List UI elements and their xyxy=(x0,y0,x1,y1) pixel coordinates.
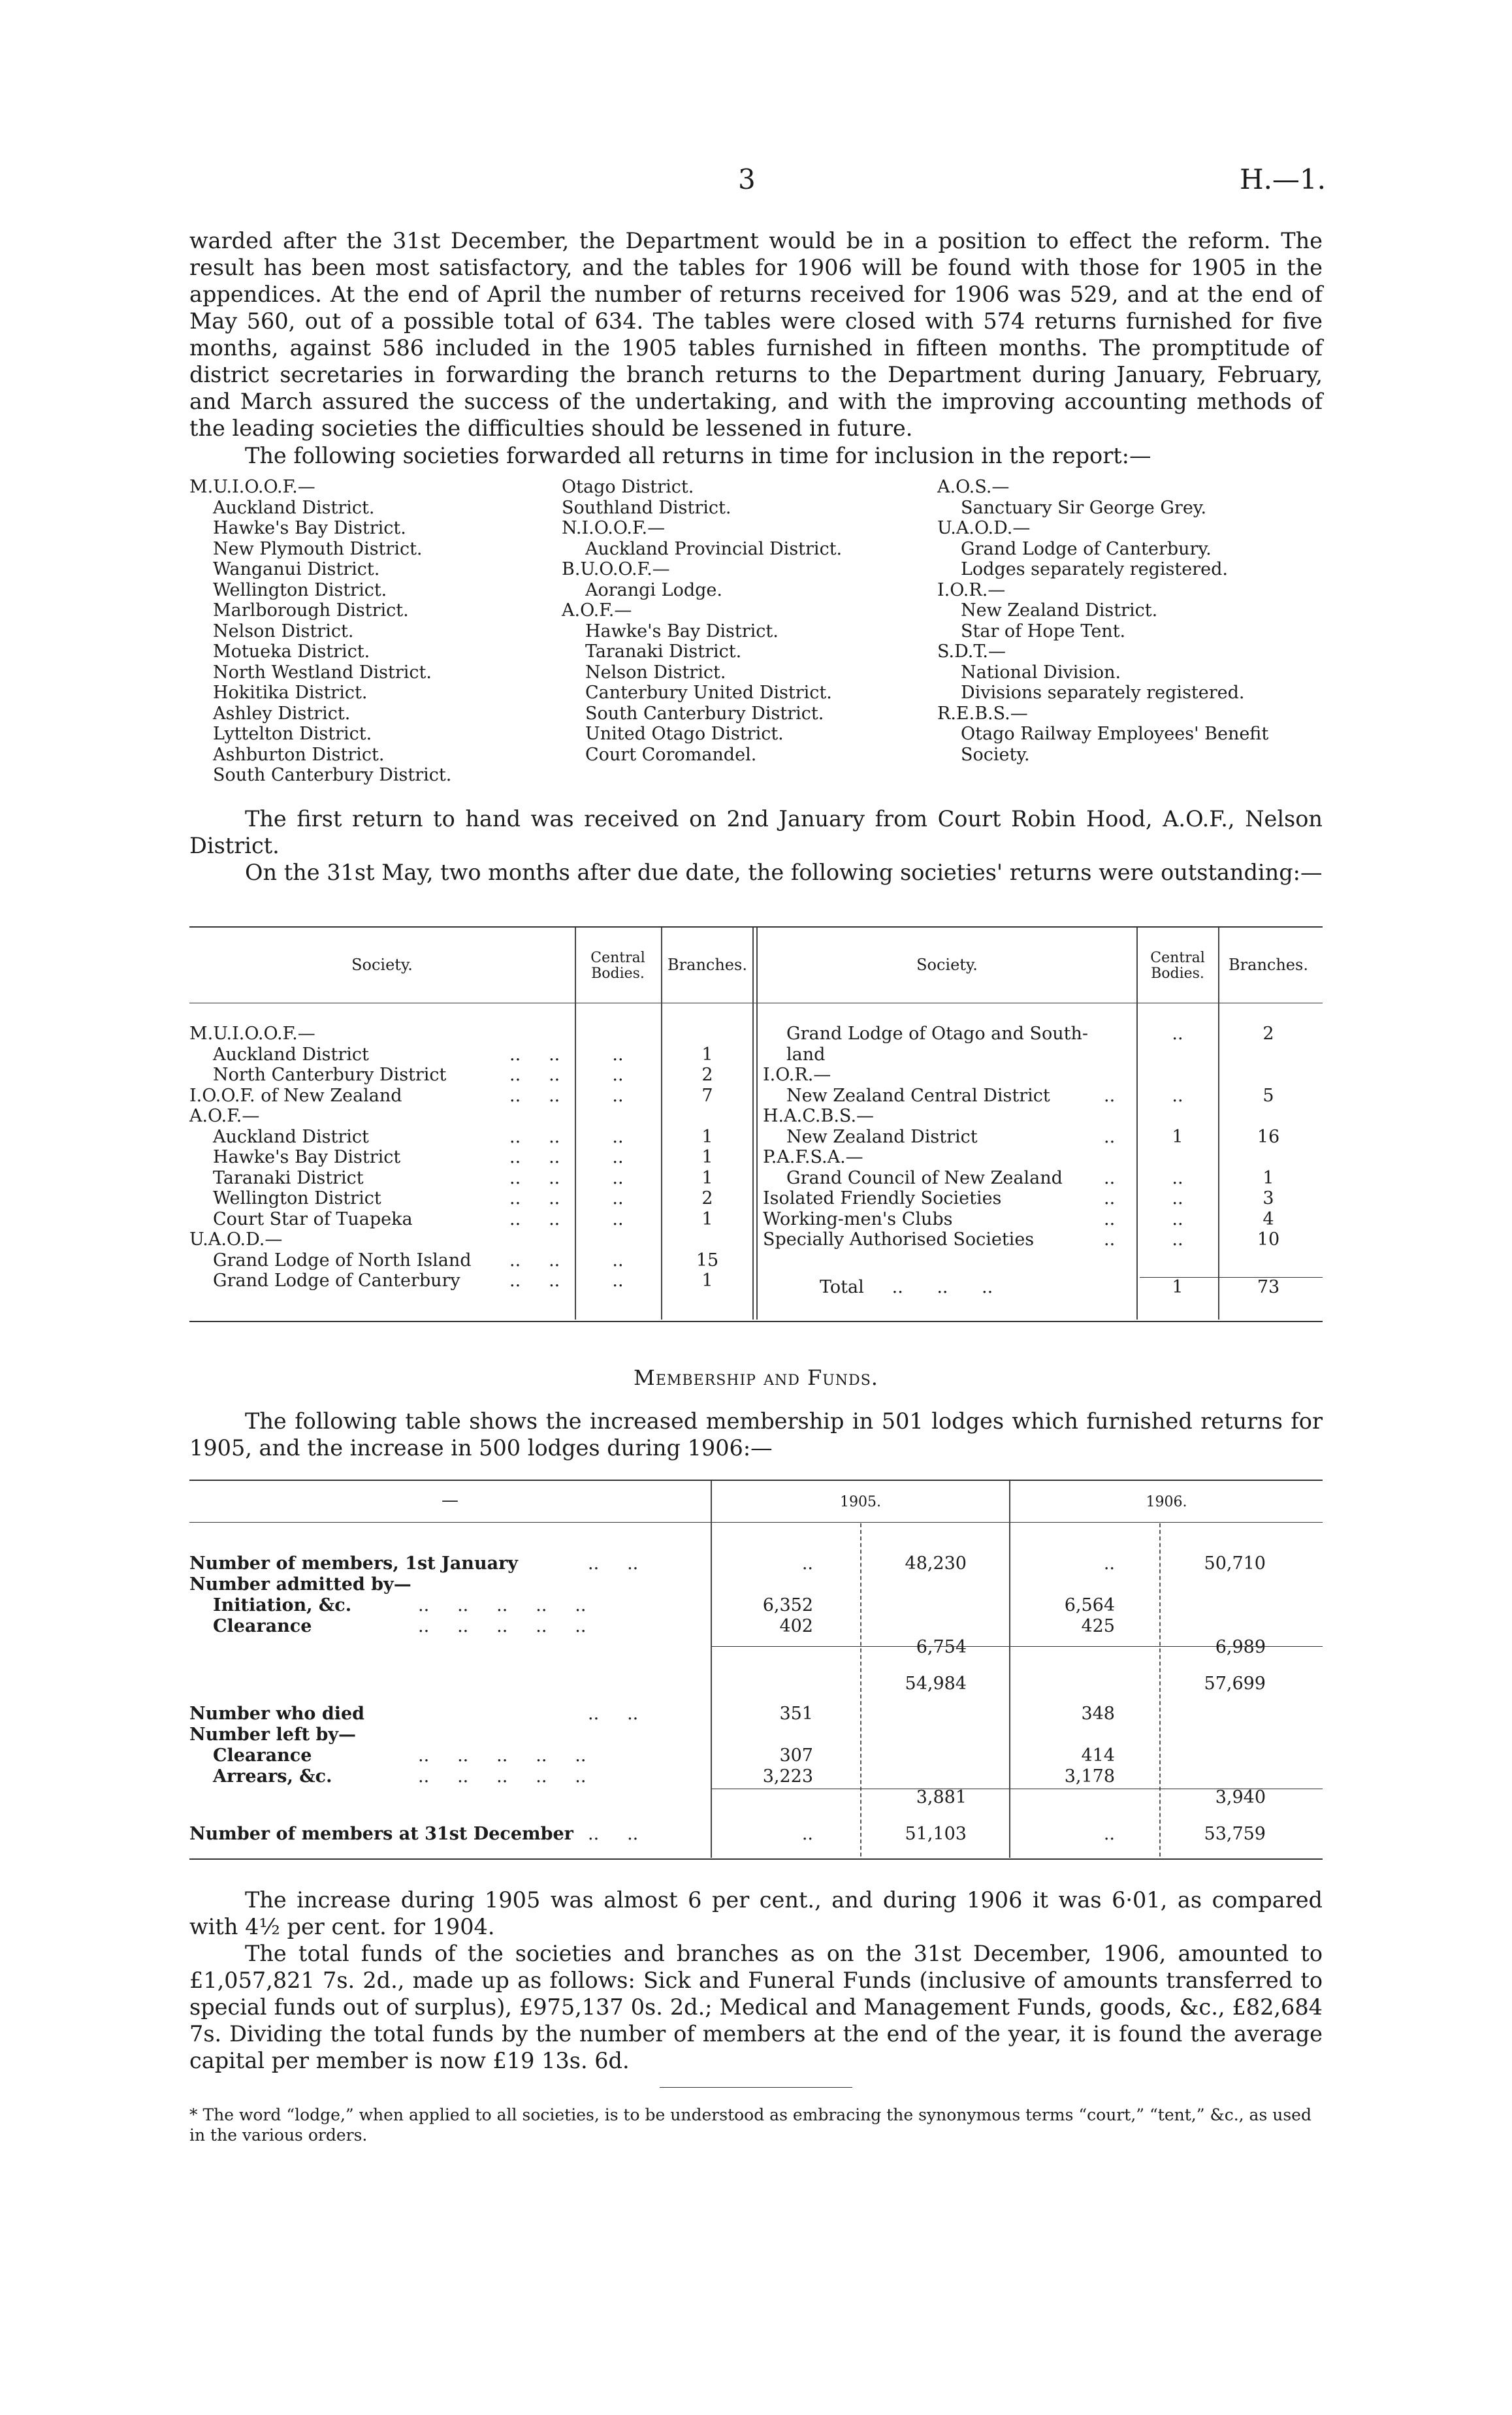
report-reference: H.—1. xyxy=(1239,163,1326,195)
leader-dots: .. .. .. .. .. xyxy=(418,1745,587,1766)
paragraph-intro: warded after the 31st December, the Department would be in a position to effect the reform. The result has been most satisfactory, and the tables for 1906 will be found with those for 1905 in the appendices. At the end of April the number of returns received for 1906 was 529, and at the end of May 560, out of a possible total of 634. The tables were closed with 574 returns furnished for five months, against 586 included in the 1905 tables furnished in fifteen months. The promptitude of district secretaries in forwarding the branch returns to the Department during January, February, and March assured the success of the undertaking, and with the improving accounting methods of the leading societies the difficulties should be lessened in future. xyxy=(189,228,1323,441)
outstanding-society-name: H.A.C.B.S.— xyxy=(763,1106,875,1126)
header-society-left: Society. xyxy=(351,956,413,974)
footnote: * The word “lodge,” when applied to all societies, is to be understood as embracing the synonymous terms “court,” “tent,” &c., as used in the various orders. xyxy=(189,2105,1311,2145)
society-list-item: United Otago District. xyxy=(585,724,784,744)
total-label-text: Total xyxy=(820,1277,864,1297)
column-divider xyxy=(756,928,758,1320)
leader-dots: .. .. xyxy=(509,1250,560,1271)
society-list-item: South Canterbury District. xyxy=(213,765,452,785)
membership-1905-total: 48,230 xyxy=(905,1553,967,1574)
society-list-item: Hawke's Bay District. xyxy=(213,518,406,538)
paragraph-outstanding: On the 31st May, two months after due date, the following societies' returns were outstanding:— xyxy=(245,860,1323,885)
society-list-item: M.U.I.O.O.F.— xyxy=(189,477,315,497)
membership-1905-detail: .. xyxy=(801,1553,813,1574)
leader-dots: .. xyxy=(1104,1085,1116,1106)
outstanding-central-bodies: .. xyxy=(612,1250,624,1271)
outstanding-society-name: North Canterbury District xyxy=(213,1065,447,1085)
society-list-item: Taranaki District. xyxy=(585,641,742,662)
membership-row-label: Number left by— xyxy=(189,1725,357,1745)
table-bottom-rule xyxy=(189,1321,1323,1322)
outstanding-society-name: New Zealand Central District xyxy=(786,1085,1050,1106)
membership-1905-detail: .. xyxy=(801,1824,813,1844)
society-list-item: Aorangi Lodge. xyxy=(585,579,722,600)
outstanding-society-name: Court Star of Tuapeka xyxy=(213,1208,413,1229)
society-list-item: Ashburton District. xyxy=(213,744,385,765)
society-list-item: A.O.S.— xyxy=(937,477,1010,497)
outstanding-central-bodies: .. xyxy=(1172,1229,1183,1250)
society-list-item: National Division. xyxy=(961,662,1121,683)
section-heading xyxy=(0,1365,1512,1390)
society-list-item: Hokitika District. xyxy=(213,683,368,703)
outstanding-society-name: Wellington District xyxy=(213,1188,381,1208)
outstanding-branches: 1 xyxy=(701,1147,713,1167)
paragraph-increase: The increase during 1905 was almost 6 per cent., and during 1906 it was 6·01, as compared with 4½ per cent. for 1904. xyxy=(189,1887,1323,1939)
society-list-item: Otago District. xyxy=(562,477,694,497)
outstanding-branches: 16 xyxy=(1257,1126,1280,1147)
membership-row-label: Number who died xyxy=(189,1704,365,1724)
membership-1905-detail: 402 xyxy=(779,1616,813,1636)
outstanding-society-name: Isolated Friendly Societies xyxy=(763,1188,1002,1208)
outstanding-society-name: U.A.O.D.— xyxy=(189,1229,283,1250)
outstanding-society-name: Auckland District xyxy=(213,1044,369,1065)
outstanding-branches: 2 xyxy=(701,1188,713,1208)
membership-1905-detail: 6,352 xyxy=(762,1595,813,1615)
outstanding-branches: 3 xyxy=(1263,1188,1274,1208)
outstanding-branches: 4 xyxy=(1263,1208,1274,1229)
membership-1905-detail: 307 xyxy=(779,1745,813,1766)
membership-1906-detail: 6,564 xyxy=(1064,1595,1115,1615)
society-list-item: Lyttelton District. xyxy=(213,724,372,744)
society-list-item: Star of Hope Tent. xyxy=(961,621,1126,641)
membership-header-label: — xyxy=(442,1491,458,1510)
society-list-item: R.E.B.S.— xyxy=(937,703,1028,724)
leader-dots: .. .. xyxy=(509,1167,560,1188)
total-central-bodies: 1 xyxy=(1172,1277,1183,1297)
outstanding-society-name: Working-men's Clubs xyxy=(763,1208,953,1229)
membership-1905-total: 6,754 xyxy=(916,1637,967,1657)
outstanding-branches: 1 xyxy=(701,1126,713,1147)
society-list-item: Marlborough District. xyxy=(213,600,409,621)
outstanding-society-name: M.U.I.O.O.F.— xyxy=(189,1024,315,1044)
outstanding-central-bodies: .. xyxy=(612,1208,624,1229)
membership-row-label: Clearance xyxy=(213,1616,312,1636)
leader-dots: .. .. .. .. .. xyxy=(418,1595,587,1615)
membership-header-rule xyxy=(189,1522,1323,1523)
outstanding-central-bodies: .. xyxy=(612,1126,624,1147)
leader-dots: .. .. xyxy=(509,1188,560,1208)
membership-1906-detail: 348 xyxy=(1081,1704,1115,1724)
society-list-item: South Canterbury District. xyxy=(585,703,824,724)
column-divider xyxy=(575,928,576,1320)
societies-column-1 xyxy=(189,477,451,786)
membership-1906-total: 53,759 xyxy=(1204,1824,1266,1844)
society-list-item: Nelson District. xyxy=(213,621,354,641)
outstanding-society-name: land xyxy=(786,1044,826,1065)
leader-dots: .. .. xyxy=(509,1147,560,1167)
membership-top-rule xyxy=(189,1480,1323,1481)
total-branches: 73 xyxy=(1257,1277,1280,1297)
membership-1906-total: 3,940 xyxy=(1215,1787,1266,1807)
society-list-item: Otago Railway Employees' Benefit xyxy=(961,724,1269,744)
outstanding-central-bodies: .. xyxy=(612,1271,624,1291)
leader-dots: .. .. xyxy=(509,1065,560,1085)
outstanding-society-name: Grand Lodge of Canterbury xyxy=(213,1271,460,1291)
leader-dots: .. .. xyxy=(509,1208,560,1229)
header-society-right: Society. xyxy=(916,956,978,974)
outstanding-branches: 2 xyxy=(701,1065,713,1085)
outstanding-society-name: I.O.R.— xyxy=(763,1065,831,1085)
membership-row-label: Initiation, &c. xyxy=(213,1595,352,1615)
outstanding-central-bodies: .. xyxy=(612,1044,624,1065)
leader-dots: .. .. .. .. .. xyxy=(418,1766,587,1787)
header-branches-right: Branches. xyxy=(1229,956,1308,974)
header-central-bodies-right: Central Bodies. xyxy=(1150,950,1205,982)
society-list-item: Divisions separately registered. xyxy=(961,683,1245,703)
outstanding-central-bodies: .. xyxy=(612,1188,624,1208)
membership-row-label: Arrears, &c. xyxy=(213,1766,332,1787)
society-list-item: B.U.O.O.F.— xyxy=(562,559,670,579)
section-heading-text: Membership and Funds. xyxy=(634,1365,878,1390)
society-list-item: A.O.F.— xyxy=(562,600,632,621)
membership-1906-detail: 3,178 xyxy=(1064,1766,1115,1787)
leader-dots: .. .. xyxy=(588,1704,639,1724)
outstanding-central-bodies: 1 xyxy=(1172,1126,1183,1147)
society-list-item: New Plymouth District. xyxy=(213,538,423,559)
outstanding-society-name: Specially Authorised Societies xyxy=(763,1229,1035,1250)
outstanding-central-bodies: .. xyxy=(612,1147,624,1167)
leader-dots: .. .. xyxy=(509,1085,560,1106)
leader-dots: .. xyxy=(1104,1126,1116,1147)
outstanding-society-name: Grand Lodge of North Island xyxy=(213,1250,472,1271)
membership-1905-total: 54,984 xyxy=(905,1674,967,1694)
page-number: 3 xyxy=(738,163,756,195)
society-list-item: Canterbury United District. xyxy=(585,683,832,703)
footnote-rule xyxy=(660,2087,852,2088)
leader-dots: .. .. xyxy=(588,1824,639,1844)
outstanding-branches: 1 xyxy=(701,1167,713,1188)
leader-dots: .. xyxy=(1104,1167,1116,1188)
column-divider xyxy=(711,1481,712,1858)
column-divider xyxy=(752,928,754,1320)
leader-dots: .. xyxy=(1104,1229,1116,1250)
outstanding-branches: 10 xyxy=(1257,1229,1280,1250)
societies-column-2 xyxy=(562,477,842,765)
outstanding-central-bodies: .. xyxy=(1172,1024,1183,1044)
leader-dots: .. xyxy=(1104,1208,1116,1229)
outstanding-branches: 15 xyxy=(696,1250,719,1271)
outstanding-central-bodies: .. xyxy=(1172,1085,1183,1106)
outstanding-central-bodies: .. xyxy=(612,1085,624,1106)
society-list-item: N.I.O.O.F.— xyxy=(562,518,666,538)
outstanding-central-bodies: .. xyxy=(1172,1188,1183,1208)
society-list-item: Sanctuary Sir George Grey. xyxy=(961,497,1207,518)
society-list-item: Southland District. xyxy=(562,497,732,518)
outstanding-central-bodies: .. xyxy=(612,1065,624,1085)
society-list-item: Lodges separately registered. xyxy=(961,559,1228,579)
society-list-item: Grand Lodge of Canterbury. xyxy=(961,538,1212,559)
paragraph-membership: The following table shows the increased membership in 501 lodges which furnished returns for 1905, and the increase in 500 lodges during 1906:— xyxy=(189,1408,1323,1461)
society-list-item: Court Coromandel. xyxy=(585,744,757,765)
paragraph-total-funds: The total funds of the societies and branches as on the 31st December, 1906, amounted to £1,057,821 7s. 2d., made up as follows: Sick and Funeral Funds (inclusive of amounts transferred to special funds out of surplus), £975,137 0s. 2d.; Medical and Management Funds, goods, &c., £82,684 7s. Dividing the total funds by the number of members at the end of the year, it is found the average capital per member is now £19 13s. 6d. xyxy=(189,1941,1323,2073)
outstanding-society-name: Hawke's Bay District xyxy=(213,1147,401,1167)
outstanding-society-name: Grand Lodge of Otago and South- xyxy=(786,1024,1089,1044)
column-divider xyxy=(1136,928,1138,1320)
outstanding-society-name: New Zealand District xyxy=(786,1126,978,1147)
paragraph-first-return: The first return to hand was received on 2nd January from Court Robin Hood, A.O.F., Nelson District. xyxy=(189,806,1323,858)
society-list-item: Ashley District. xyxy=(213,703,351,724)
society-list-item: Nelson District. xyxy=(585,662,726,683)
outstanding-society-name: Auckland District xyxy=(213,1126,369,1147)
header-branches-left: Branches. xyxy=(668,956,747,974)
society-list-item: I.O.R.— xyxy=(937,579,1006,600)
society-list-item: Wellington District. xyxy=(213,579,387,600)
membership-row-label: Number admitted by— xyxy=(189,1574,411,1595)
column-divider xyxy=(1159,1523,1161,1856)
societies-column-3 xyxy=(937,477,1268,765)
outstanding-central-bodies: .. xyxy=(1172,1208,1183,1229)
society-list-item: Society. xyxy=(961,744,1030,765)
society-list-item: S.D.T.— xyxy=(937,641,1006,662)
leader-dots: .. .. xyxy=(509,1044,560,1065)
membership-bottom-rule xyxy=(189,1858,1323,1860)
membership-row-label: Number of members, 1st January xyxy=(189,1553,518,1574)
leader-dots: .. .. xyxy=(588,1553,639,1574)
membership-row-label: Clearance xyxy=(213,1745,312,1766)
column-divider xyxy=(1009,1481,1010,1858)
outstanding-society-name: P.A.F.S.A.— xyxy=(763,1147,863,1167)
society-list-item: Auckland Provincial District. xyxy=(585,538,843,559)
membership-1906-detail: 414 xyxy=(1081,1745,1115,1766)
society-list-item: Auckland District. xyxy=(213,497,375,518)
outstanding-branches: 1 xyxy=(1263,1167,1274,1188)
society-list-item: North Westland District. xyxy=(213,662,432,683)
membership-1906-detail: 425 xyxy=(1081,1616,1115,1636)
membership-1905-detail: 3,223 xyxy=(762,1766,813,1787)
header-year-1905: 1905. xyxy=(840,1494,881,1510)
membership-1906-total: 6,989 xyxy=(1215,1637,1266,1657)
membership-row-label: Number of members at 31st December xyxy=(189,1824,573,1844)
membership-1905-total: 3,881 xyxy=(916,1787,967,1807)
paragraph-following-societies: The following societies forwarded all returns in time for inclusion in the report:— xyxy=(245,443,1151,468)
outstanding-branches: 1 xyxy=(701,1208,713,1229)
outstanding-society-name: I.O.O.F. of New Zealand xyxy=(189,1085,402,1106)
outstanding-central-bodies: .. xyxy=(1172,1167,1183,1188)
leader-dots: .. xyxy=(1104,1188,1116,1208)
society-list-item: U.A.O.D.— xyxy=(937,518,1031,538)
outstanding-society-name: A.O.F.— xyxy=(189,1106,260,1126)
outstanding-society-name: Taranaki District xyxy=(213,1167,364,1188)
membership-1905-detail: 351 xyxy=(779,1704,813,1724)
membership-1906-total: 50,710 xyxy=(1204,1553,1266,1574)
membership-1906-detail: .. xyxy=(1103,1553,1115,1574)
society-list-item: Hawke's Bay District. xyxy=(585,621,779,641)
membership-1906-detail: .. xyxy=(1103,1824,1115,1844)
membership-1905-total: 51,103 xyxy=(905,1824,967,1844)
leader-dots: .. .. xyxy=(509,1126,560,1147)
outstanding-central-bodies: .. xyxy=(612,1167,624,1188)
society-list-item: Motueka District. xyxy=(213,641,370,662)
column-divider xyxy=(1218,928,1219,1320)
outstanding-branches: 7 xyxy=(701,1085,713,1106)
outstanding-branches: 2 xyxy=(1263,1024,1274,1044)
header-central-bodies-left: Central Bodies. xyxy=(590,950,645,982)
leader-dots: .. .. xyxy=(509,1271,560,1291)
membership-1906-total: 57,699 xyxy=(1204,1674,1266,1694)
outstanding-branches: 1 xyxy=(701,1044,713,1065)
outstanding-branches: 1 xyxy=(701,1271,713,1291)
outstanding-branches: 5 xyxy=(1263,1085,1274,1106)
society-list-item: New Zealand District. xyxy=(961,600,1158,621)
society-list-item: Wanganui District. xyxy=(213,559,380,579)
header-year-1906: 1906. xyxy=(1146,1494,1187,1510)
column-divider xyxy=(860,1523,861,1856)
leader-dots: .. .. .. .. .. xyxy=(418,1616,587,1636)
total-label: Total .. .. .. xyxy=(820,1277,993,1297)
outstanding-society-name: Grand Council of New Zealand xyxy=(786,1167,1063,1188)
